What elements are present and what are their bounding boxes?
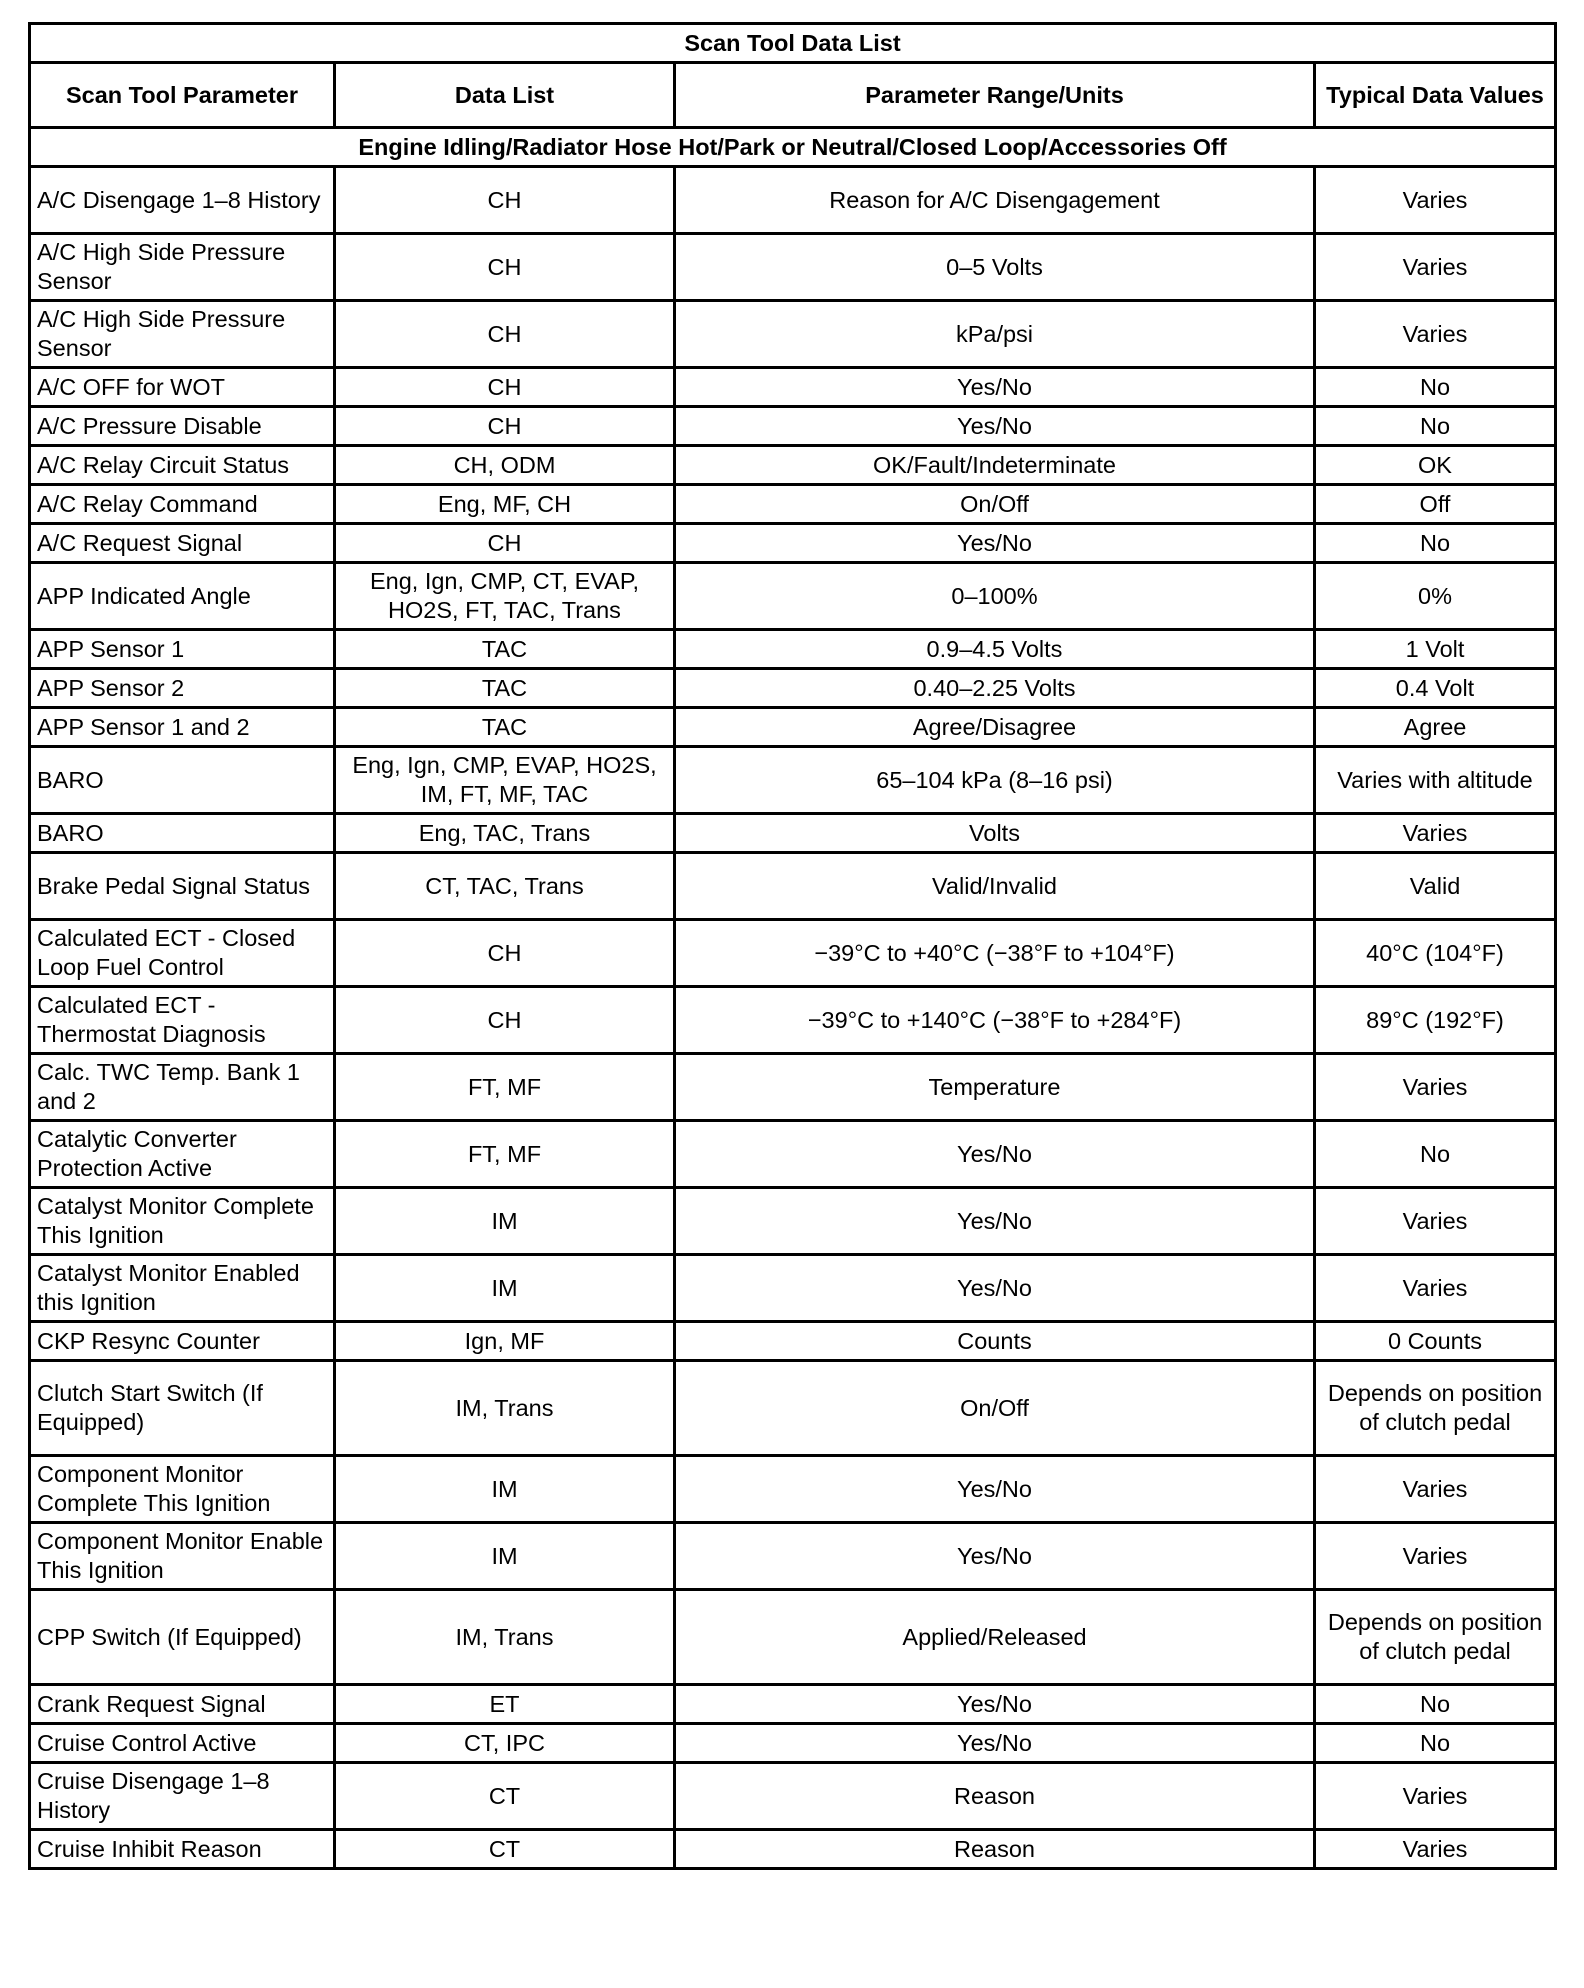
cell-data-list: IM, Trans <box>335 1361 675 1456</box>
cell-parameter-range: Yes/No <box>675 1685 1315 1724</box>
table-row <box>30 1724 1556 1763</box>
table-row <box>30 1121 1556 1188</box>
table-row <box>30 563 1556 630</box>
table-row <box>30 167 1556 234</box>
cell-data-list: IM <box>335 1456 675 1523</box>
cell-typical-value: Varies <box>1315 301 1556 368</box>
cell-data-list: TAC <box>335 630 675 669</box>
table-title: Scan Tool Data List <box>30 24 1556 63</box>
cell-scan-tool-parameter: A/C Relay Circuit Status <box>30 446 335 485</box>
cell-scan-tool-parameter: APP Sensor 1 and 2 <box>30 708 335 747</box>
cell-typical-value: Varies <box>1315 1523 1556 1590</box>
table-row <box>30 1830 1556 1869</box>
table-row <box>30 1054 1556 1121</box>
cell-data-list: Eng, Ign, CMP, EVAP, HO2S, IM, FT, MF, TAC <box>335 747 675 814</box>
table-row <box>30 446 1556 485</box>
cell-data-list: IM <box>335 1523 675 1590</box>
table-row <box>30 747 1556 814</box>
cell-scan-tool-parameter: Cruise Inhibit Reason <box>30 1830 335 1869</box>
cell-parameter-range: 0–5 Volts <box>675 234 1315 301</box>
cell-parameter-range: Yes/No <box>675 407 1315 446</box>
table-row <box>30 853 1556 920</box>
cell-scan-tool-parameter: A/C Relay Command <box>30 485 335 524</box>
cell-typical-value: 89°C (192°F) <box>1315 987 1556 1054</box>
cell-typical-value: Varies <box>1315 1830 1556 1869</box>
cell-typical-value: No <box>1315 407 1556 446</box>
cell-data-list: TAC <box>335 669 675 708</box>
cell-parameter-range: OK/Fault/Indeterminate <box>675 446 1315 485</box>
header-data-list: Data List <box>335 63 675 128</box>
cell-parameter-range: Yes/No <box>675 524 1315 563</box>
cell-parameter-range: Yes/No <box>675 1523 1315 1590</box>
cell-typical-value: Depends on position of clutch pedal <box>1315 1361 1556 1456</box>
cell-parameter-range: Yes/No <box>675 1188 1315 1255</box>
cell-typical-value: No <box>1315 1121 1556 1188</box>
cell-parameter-range: Reason <box>675 1763 1315 1830</box>
cell-typical-value: Varies <box>1315 1456 1556 1523</box>
cell-data-list: CT <box>335 1763 675 1830</box>
cell-parameter-range: Volts <box>675 814 1315 853</box>
cell-scan-tool-parameter: A/C Request Signal <box>30 524 335 563</box>
cell-data-list: CH <box>335 234 675 301</box>
cell-parameter-range: Reason <box>675 1830 1315 1869</box>
cell-parameter-range: Yes/No <box>675 1724 1315 1763</box>
cell-typical-value: 0% <box>1315 563 1556 630</box>
cell-scan-tool-parameter: A/C Pressure Disable <box>30 407 335 446</box>
cell-scan-tool-parameter: Calculated ECT - Closed Loop Fuel Control <box>30 920 335 987</box>
cell-scan-tool-parameter: APP Indicated Angle <box>30 563 335 630</box>
table-row <box>30 1322 1556 1361</box>
cell-parameter-range: 0–100% <box>675 563 1315 630</box>
cell-scan-tool-parameter: Component Monitor Complete This Ignition <box>30 1456 335 1523</box>
header-scan-tool-parameter: Scan Tool Parameter <box>30 63 335 128</box>
cell-scan-tool-parameter: Clutch Start Switch (If Equipped) <box>30 1361 335 1456</box>
cell-scan-tool-parameter: APP Sensor 2 <box>30 669 335 708</box>
section-row <box>30 128 1556 167</box>
cell-parameter-range: −39°C to +40°C (−38°F to +104°F) <box>675 920 1315 987</box>
cell-scan-tool-parameter: A/C High Side Pressure Sensor <box>30 234 335 301</box>
column-header-row <box>30 63 1556 128</box>
cell-data-list: CH, ODM <box>335 446 675 485</box>
cell-scan-tool-parameter: Catalyst Monitor Enabled this Ignition <box>30 1255 335 1322</box>
cell-typical-value: Off <box>1315 485 1556 524</box>
cell-data-list: CH <box>335 987 675 1054</box>
scan-tool-data-table <box>28 22 1557 1870</box>
table-row <box>30 1188 1556 1255</box>
cell-parameter-range: −39°C to +140°C (−38°F to +284°F) <box>675 987 1315 1054</box>
cell-data-list: IM <box>335 1188 675 1255</box>
cell-typical-value: No <box>1315 524 1556 563</box>
cell-data-list: FT, MF <box>335 1121 675 1188</box>
cell-parameter-range: On/Off <box>675 1361 1315 1456</box>
table-row <box>30 814 1556 853</box>
cell-parameter-range: Yes/No <box>675 1456 1315 1523</box>
cell-parameter-range: Yes/No <box>675 1255 1315 1322</box>
cell-data-list: IM <box>335 1255 675 1322</box>
cell-parameter-range: Temperature <box>675 1054 1315 1121</box>
cell-scan-tool-parameter: BARO <box>30 814 335 853</box>
cell-data-list: CH <box>335 167 675 234</box>
table-row <box>30 1523 1556 1590</box>
cell-parameter-range: Reason for A/C Disengagement <box>675 167 1315 234</box>
cell-data-list: CT <box>335 1830 675 1869</box>
cell-scan-tool-parameter: Catalytic Converter Protection Active <box>30 1121 335 1188</box>
cell-parameter-range: Valid/Invalid <box>675 853 1315 920</box>
table-row <box>30 708 1556 747</box>
table-row <box>30 669 1556 708</box>
cell-typical-value: 40°C (104°F) <box>1315 920 1556 987</box>
cell-scan-tool-parameter: Cruise Control Active <box>30 1724 335 1763</box>
cell-data-list: CH <box>335 368 675 407</box>
cell-data-list: CH <box>335 301 675 368</box>
table-row <box>30 1255 1556 1322</box>
cell-parameter-range: kPa/psi <box>675 301 1315 368</box>
section-heading: Engine Idling/Radiator Hose Hot/Park or Neutral/Closed Loop/Accessories Off <box>30 128 1556 167</box>
cell-scan-tool-parameter: APP Sensor 1 <box>30 630 335 669</box>
cell-parameter-range: Yes/No <box>675 368 1315 407</box>
table-row <box>30 368 1556 407</box>
cell-typical-value: Varies <box>1315 1188 1556 1255</box>
cell-data-list: CH <box>335 524 675 563</box>
table-row <box>30 1361 1556 1456</box>
table-row <box>30 987 1556 1054</box>
table-row <box>30 301 1556 368</box>
cell-parameter-range: 65–104 kPa (8–16 psi) <box>675 747 1315 814</box>
cell-typical-value: Varies <box>1315 1054 1556 1121</box>
cell-typical-value: Varies <box>1315 1255 1556 1322</box>
cell-typical-value: Varies <box>1315 814 1556 853</box>
table-row <box>30 630 1556 669</box>
cell-typical-value: Valid <box>1315 853 1556 920</box>
cell-scan-tool-parameter: Crank Request Signal <box>30 1685 335 1724</box>
cell-parameter-range: Agree/Disagree <box>675 708 1315 747</box>
cell-data-list: CH <box>335 920 675 987</box>
cell-scan-tool-parameter: Cruise Disengage 1–8 History <box>30 1763 335 1830</box>
table-row <box>30 1763 1556 1830</box>
cell-typical-value: Depends on position of clutch pedal <box>1315 1590 1556 1685</box>
table-row <box>30 485 1556 524</box>
cell-scan-tool-parameter: A/C Disengage 1–8 History <box>30 167 335 234</box>
cell-data-list: IM, Trans <box>335 1590 675 1685</box>
table-row <box>30 1456 1556 1523</box>
cell-typical-value: No <box>1315 1724 1556 1763</box>
cell-data-list: Eng, MF, CH <box>335 485 675 524</box>
cell-data-list: CH <box>335 407 675 446</box>
cell-typical-value: Varies <box>1315 234 1556 301</box>
cell-typical-value: Varies <box>1315 1763 1556 1830</box>
cell-parameter-range: Yes/No <box>675 1121 1315 1188</box>
table-row <box>30 920 1556 987</box>
cell-parameter-range: 0.40–2.25 Volts <box>675 669 1315 708</box>
table-row <box>30 234 1556 301</box>
cell-data-list: TAC <box>335 708 675 747</box>
cell-scan-tool-parameter: Catalyst Monitor Complete This Ignition <box>30 1188 335 1255</box>
cell-data-list: Eng, Ign, CMP, CT, EVAP, HO2S, FT, TAC, Trans <box>335 563 675 630</box>
cell-typical-value: 1 Volt <box>1315 630 1556 669</box>
cell-typical-value: No <box>1315 368 1556 407</box>
cell-typical-value: 0.4 Volt <box>1315 669 1556 708</box>
cell-typical-value: Varies <box>1315 167 1556 234</box>
cell-scan-tool-parameter: A/C High Side Pressure Sensor <box>30 301 335 368</box>
cell-typical-value: OK <box>1315 446 1556 485</box>
table-row <box>30 1590 1556 1685</box>
table-body <box>30 167 1556 1869</box>
cell-scan-tool-parameter: Component Monitor Enable This Ignition <box>30 1523 335 1590</box>
cell-scan-tool-parameter: Calculated ECT - Thermostat Diagnosis <box>30 987 335 1054</box>
cell-typical-value: Agree <box>1315 708 1556 747</box>
table-row <box>30 407 1556 446</box>
cell-scan-tool-parameter: CKP Resync Counter <box>30 1322 335 1361</box>
header-parameter-range-units: Parameter Range/Units <box>675 63 1315 128</box>
cell-typical-value: No <box>1315 1685 1556 1724</box>
cell-data-list: CT, IPC <box>335 1724 675 1763</box>
table-row <box>30 524 1556 563</box>
cell-typical-value: 0 Counts <box>1315 1322 1556 1361</box>
cell-scan-tool-parameter: Brake Pedal Signal Status <box>30 853 335 920</box>
table-row <box>30 1685 1556 1724</box>
cell-data-list: CT, TAC, Trans <box>335 853 675 920</box>
cell-typical-value: Varies with altitude <box>1315 747 1556 814</box>
header-typical-data-values: Typical Data Values <box>1315 63 1556 128</box>
cell-parameter-range: On/Off <box>675 485 1315 524</box>
table-title-row <box>30 24 1556 63</box>
cell-scan-tool-parameter: Calc. TWC Temp. Bank 1 and 2 <box>30 1054 335 1121</box>
cell-data-list: Ign, MF <box>335 1322 675 1361</box>
cell-parameter-range: Counts <box>675 1322 1315 1361</box>
cell-scan-tool-parameter: BARO <box>30 747 335 814</box>
cell-data-list: Eng, TAC, Trans <box>335 814 675 853</box>
cell-parameter-range: 0.9–4.5 Volts <box>675 630 1315 669</box>
cell-scan-tool-parameter: A/C OFF for WOT <box>30 368 335 407</box>
cell-scan-tool-parameter: CPP Switch (If Equipped) <box>30 1590 335 1685</box>
cell-data-list: ET <box>335 1685 675 1724</box>
cell-data-list: FT, MF <box>335 1054 675 1121</box>
cell-parameter-range: Applied/Released <box>675 1590 1315 1685</box>
